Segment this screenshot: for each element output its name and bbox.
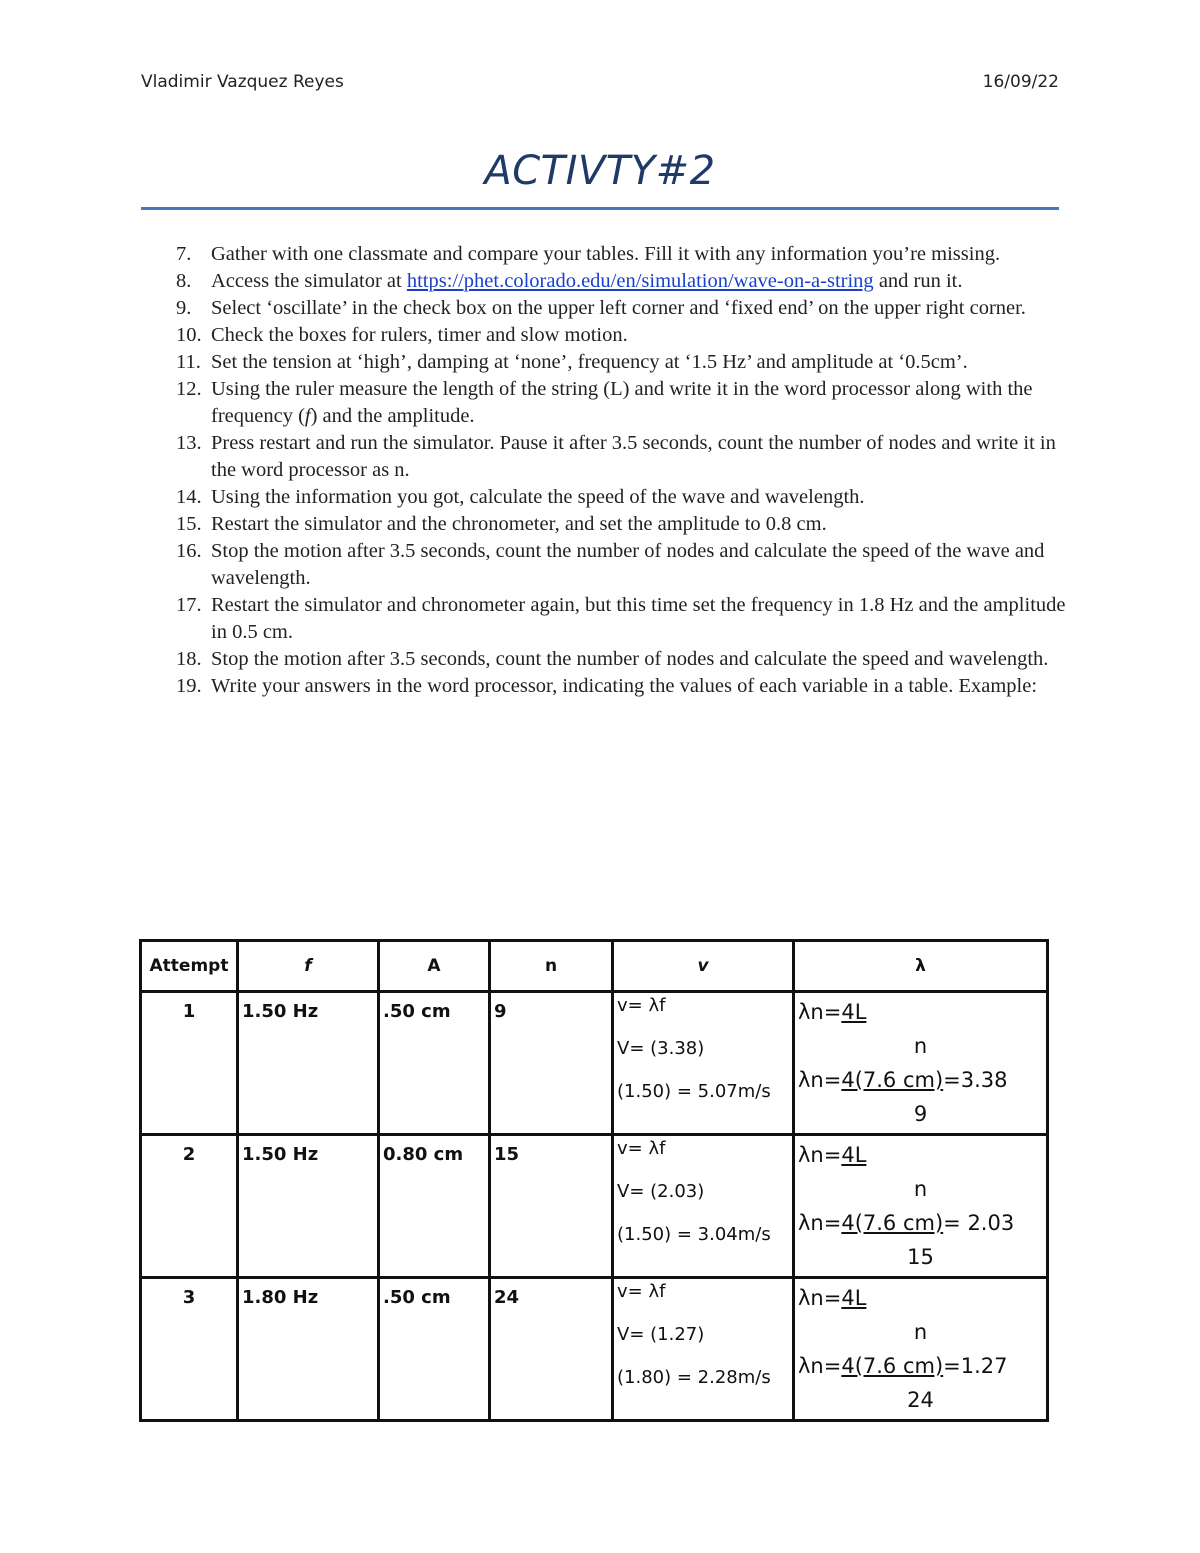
wavelength-formula-prefix: λn=: [798, 1000, 842, 1024]
wavelength-calc-numerator: 4(7.6 cm): [841, 1354, 944, 1378]
step-number: 11.: [176, 351, 201, 373]
frequency-symbol: f: [304, 405, 311, 427]
wavelength-calc-numerator: 4(7.6 cm): [841, 1068, 944, 1092]
step-text: Set the tension at ‘high’, damping at ‘none’, frequency at ‘1.5 Hz’ and amplitude at ‘0.5cm’.: [211, 351, 968, 373]
step-text: Press restart and run the simulator. Pause it after 3.5 seconds, count the number of nodes and write it in the word processor as n.: [211, 432, 1056, 481]
step-text: Check the boxes for rulers, timer and slow motion.: [211, 324, 628, 346]
step-text: and run it.: [873, 270, 963, 292]
speed-substitution: V= (3.38): [617, 1038, 705, 1059]
title-divider: [141, 207, 1059, 210]
speed-formula: v= λf: [617, 1281, 666, 1302]
step-number: 7.: [176, 243, 192, 265]
list-item: [141, 349, 1066, 376]
results-table: [139, 939, 1049, 1422]
wavelength-calc-result: = 2.03: [943, 1211, 1015, 1235]
table-row: [141, 1278, 1048, 1421]
step-text: Stop the motion after 3.5 seconds, count the number of nodes and calculate the speed of the wave and wavelength.: [211, 540, 1045, 589]
wavelength-calc-prefix: λn=: [798, 1211, 842, 1235]
wavelength-formula-numerator: 4L: [841, 1286, 867, 1310]
column-header-frequency: f: [238, 941, 379, 992]
wavelength-formula-denominator: n: [913, 1034, 928, 1058]
column-header-attempt: Attempt: [141, 941, 238, 992]
step-number: 17.: [176, 594, 202, 616]
step-text: Using the ruler measure the length of the string (L) and write it in the word processor along with the frequency (: [211, 378, 1033, 427]
step-text: Restart the simulator and chronometer again, but this time set the frequency in 1.8 Hz and the amplitude in 0.5 cm.: [211, 594, 1066, 643]
step-number: 8.: [176, 270, 192, 292]
wavelength-calc-denominator: 24: [907, 1388, 934, 1412]
wavelength-formula-denominator: n: [913, 1177, 928, 1201]
table-header-row: [141, 941, 1048, 992]
list-item: [141, 511, 1066, 538]
instruction-list: [141, 241, 1066, 700]
cell-nodes: 9: [490, 992, 613, 1135]
step-number: 15.: [176, 513, 202, 535]
speed-formula: v= λf: [617, 1138, 666, 1159]
column-header-speed: v: [613, 941, 794, 992]
table-row: [141, 1135, 1048, 1278]
step-text: ) and the amplitude.: [310, 405, 475, 427]
wavelength-calc-denominator: 15: [907, 1245, 934, 1269]
step-text: Select ‘oscillate’ in the check box on the upper left corner and ‘fixed end’ on the upper right corner.: [211, 297, 1026, 319]
cell-speed: [613, 992, 794, 1135]
list-item: [141, 376, 1066, 430]
step-number: 9.: [176, 297, 192, 319]
cell-speed: [613, 1135, 794, 1278]
cell-speed: [613, 1278, 794, 1421]
step-text: Restart the simulator and the chronometer, and set the amplitude to 0.8 cm.: [211, 513, 827, 535]
wavelength-formula-numerator: 4L: [841, 1000, 867, 1024]
column-header-nodes: n: [490, 941, 613, 992]
list-item: [141, 295, 1066, 322]
list-item: [141, 484, 1066, 511]
cell-amplitude: 0.80 cm: [379, 1135, 490, 1278]
wavelength-calc-prefix: λn=: [798, 1068, 842, 1092]
step-text: Access the simulator at: [211, 270, 407, 292]
wavelength-formula-prefix: λn=: [798, 1143, 842, 1167]
step-text: Stop the motion after 3.5 seconds, count the number of nodes and calculate the speed and wavelength.: [211, 648, 1049, 670]
column-header-amplitude: A: [379, 941, 490, 992]
cell-attempt: 2: [141, 1135, 238, 1278]
wavelength-calc-numerator: 4(7.6 cm): [841, 1211, 944, 1235]
cell-wavelength: [794, 1135, 1048, 1278]
cell-nodes: 24: [490, 1278, 613, 1421]
list-item: [141, 268, 1066, 295]
cell-amplitude: .50 cm: [379, 992, 490, 1135]
list-item: [141, 646, 1066, 673]
list-item: [141, 673, 1066, 700]
wavelength-calc-result: =1.27: [943, 1354, 1008, 1378]
list-item: [141, 430, 1066, 484]
step-number: 19.: [176, 675, 202, 697]
document-date: 16/09/22: [982, 72, 1059, 92]
wavelength-formula-denominator: n: [913, 1320, 928, 1344]
cell-wavelength: [794, 992, 1048, 1135]
speed-result: (1.80) = 2.28m/s: [617, 1367, 771, 1388]
step-text: Using the information you got, calculate the speed of the wave and wavelength.: [211, 486, 865, 508]
table-row: [141, 992, 1048, 1135]
list-item: [141, 538, 1066, 592]
cell-nodes: 15: [490, 1135, 613, 1278]
wavelength-calc-denominator: 9: [913, 1102, 928, 1126]
simulator-link[interactable]: https://phet.colorado.edu/en/simulation/wave-on-a-string: [406, 270, 874, 292]
speed-result: (1.50) = 3.04m/s: [617, 1224, 771, 1245]
step-number: 10.: [176, 324, 202, 346]
step-text: Write your answers in the word processor, indicating the values of each variable in a table. Example:: [211, 675, 1038, 697]
list-item: [141, 241, 1066, 268]
speed-formula: v= λf: [617, 995, 666, 1016]
step-number: 14.: [176, 486, 202, 508]
speed-substitution: V= (2.03): [617, 1181, 705, 1202]
cell-frequency: 1.80 Hz: [238, 1278, 379, 1421]
list-item: [141, 592, 1066, 646]
step-number: 12.: [176, 378, 202, 400]
page-title: ACTIVTY#2: [484, 148, 716, 194]
step-number: 18.: [176, 648, 202, 670]
step-text: Gather with one classmate and compare your tables. Fill it with any information you’re missing.: [211, 243, 1001, 265]
cell-amplitude: .50 cm: [379, 1278, 490, 1421]
cell-wavelength: [794, 1278, 1048, 1421]
wavelength-calc-prefix: λn=: [798, 1354, 842, 1378]
step-number: 13.: [176, 432, 202, 454]
author-name: Vladimir Vazquez Reyes: [141, 72, 344, 92]
speed-substitution: V= (1.27): [617, 1324, 705, 1345]
cell-frequency: 1.50 Hz: [238, 992, 379, 1135]
cell-attempt: 1: [141, 992, 238, 1135]
list-item: [141, 322, 1066, 349]
speed-result: (1.50) = 5.07m/s: [617, 1081, 771, 1102]
wavelength-formula-numerator: 4L: [841, 1143, 867, 1167]
column-header-wavelength: λ: [794, 941, 1048, 992]
step-number: 16.: [176, 540, 202, 562]
cell-attempt: 3: [141, 1278, 238, 1421]
wavelength-calc-result: =3.38: [943, 1068, 1008, 1092]
cell-frequency: 1.50 Hz: [238, 1135, 379, 1278]
wavelength-formula-prefix: λn=: [798, 1286, 842, 1310]
